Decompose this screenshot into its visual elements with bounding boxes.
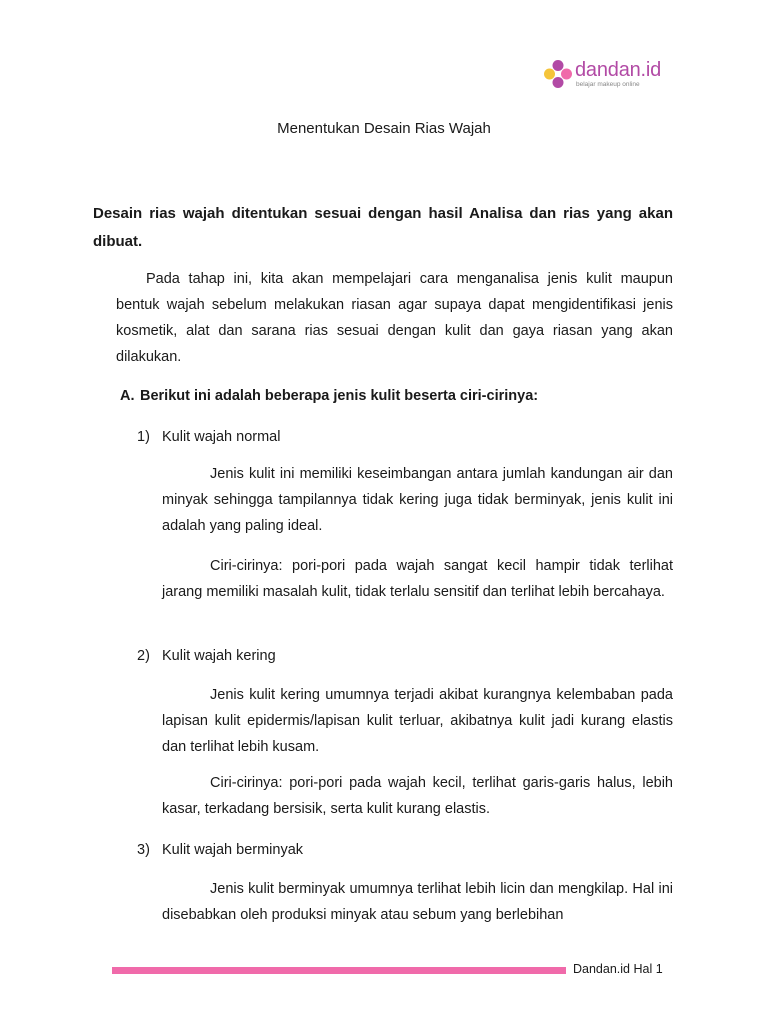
body-paragraph: Pada tahap ini, kita akan mempelajari cara menganalisa jenis kulit maupun bentuk wajah sebelum melakukan riasan agar supaya dapat mengidentifikasi jenis kosmetik, alat dan sarana rias sesuai dengan kulit dan gaya riasan yang akan dilakukan. (116, 271, 673, 365)
document-title: Menentukan Desain Rias Wajah (277, 120, 491, 137)
list-item-title: Kulit wajah berminyak (162, 842, 304, 858)
list-item-number: 3) (137, 842, 150, 858)
item-paragraph: Jenis kulit berminyak umumnya terlihat lebih licin dan mengkilap. Hal ini disebabkan oleh produksi minyak atau sebum yang berlebihan (162, 881, 673, 923)
intro-paragraph: Desain rias wajah ditentukan sesuai dengan hasil Analisa dan rias yang akan dibuat. (93, 205, 673, 250)
list-item (137, 646, 276, 666)
item-paragraph: Ciri-cirinya: pori-pori pada wajah kecil, terlihat garis-garis halus, lebih kasar, terkadang bersisik, serta kulit kurang elastis. (162, 775, 673, 817)
list-item-number: 2) (137, 648, 150, 664)
item-paragraph: Ciri-cirinya: pori-pori pada wajah sangat kecil hampir tidak terlihat jarang memiliki masalah kulit, tidak terlalu sensitif dan terlihat lebih bercahaya. (162, 558, 673, 600)
list-item-number: 1) (137, 429, 150, 445)
brand-tagline: belajar makeup online (576, 81, 640, 88)
brand-name: dandan.id (575, 59, 662, 81)
footer-divider (112, 967, 566, 974)
section-heading-text: Berikut ini adalah beberapa jenis kulit beserta ciri-cirinya: (140, 388, 539, 404)
list-item (137, 427, 280, 447)
brand-logo (543, 56, 673, 92)
section-heading (120, 386, 538, 406)
item-paragraph: Jenis kulit ini memiliki keseimbangan antara jumlah kandungan air dan minyak sehingga tampilannya tidak kering juga tidak berminyak, jenis kulit ini adalah yang paling ideal. (162, 466, 673, 534)
flower-logo-icon (543, 59, 573, 89)
list-item-title: Kulit wajah kering (162, 648, 276, 664)
list-item (137, 840, 303, 860)
item-paragraph: Jenis kulit kering umumnya terjadi akibat kurangnya kelembaban pada lapisan kulit epidermis/lapisan kulit terluar, akibatnya kulit jadi kurang elastis dan terlihat lebih kusam. (162, 687, 673, 755)
list-item-title: Kulit wajah normal (162, 429, 281, 445)
section-letter: A. (120, 388, 135, 404)
footer-page-label: Dandan.id Hal 1 (573, 962, 663, 976)
